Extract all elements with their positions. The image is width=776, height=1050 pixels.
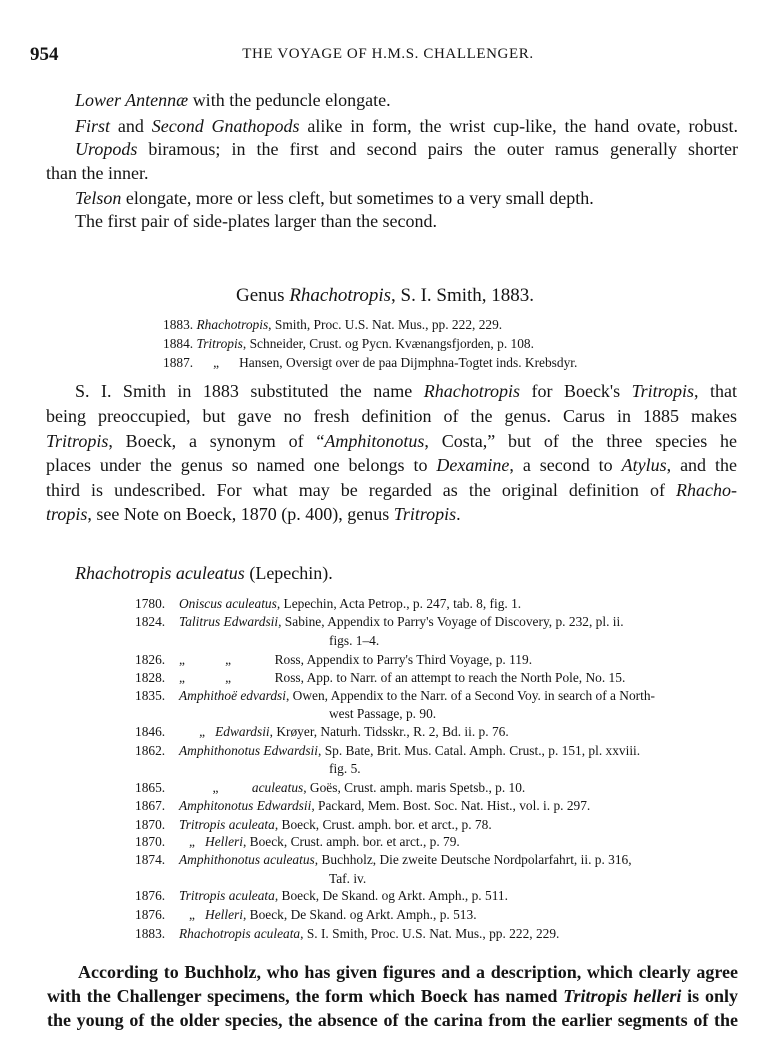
paragraph-line: the young of the older species, the absence of the carina from the earlier segments of the [47, 1010, 738, 1030]
synonymy-entry: 1867. Amphitonotus Edwardsii, Packard, Mem. Bost. Soc. Nat. Hist., vol. i. p. 297. [135, 798, 591, 813]
synonymy-entry: 1846. „ Edwardsii, Krøyer, Naturh. Tidsskr., R. 2, Bd. ii. p. 76. [135, 724, 509, 739]
char-telson: Telson elongate, more or less cleft, but sometimes to a very small depth. [75, 188, 594, 208]
paragraph-line: S. I. Smith in 1883 substituted the name Rhachotropis for Boeck's Tritropis, that [75, 381, 737, 401]
genus-syn-entry: 1884. Tritropis, Schneider, Crust. og Pycn. Kvænangsfjorden, p. 108. [163, 336, 534, 351]
genus-syn-entry: 1887. „ Hansen, Oversigt over de paa Dijmphna-Togtet inds. Krebsdyr. [163, 355, 578, 370]
page-header [30, 44, 746, 68]
synonymy-entry: fig. 5. [329, 761, 361, 776]
genus-heading: Genus Rhachotropis, S. I. Smith, 1883. [236, 285, 535, 306]
species-heading: Rhachotropis aculeatus (Lepechin). [75, 563, 333, 583]
char-side-plates: The first pair of side-plates larger than the second. [75, 211, 438, 231]
char-uropods-cont: than the inner. [46, 163, 149, 183]
synonymy-entry: 1862. Amphithonotus Edwardsii, Sp. Bate, Brit. Mus. Catal. Amph. Crust., p. 151, pl. xxviii. [135, 743, 641, 758]
page-number: 954 [30, 44, 59, 65]
synonymy-entry: 1876. Tritropis aculeata, Boeck, De Skand. og Arkt. Amph., p. 511. [135, 888, 508, 903]
synonymy-entry: 1870. Tritropis aculeata, Boeck, Crust. amph. bor. et arct., p. 78. [135, 817, 492, 832]
synonymy-entry: 1828. „ „ Ross, App. to Narr. of an attempt to reach the North Pole, No. 15. [135, 670, 626, 685]
synonymy-entry: 1824. Talitrus Edwardsii, Sabine, Appendix to Parry's Voyage of Discovery, p. 232, pl. ii. [135, 614, 624, 629]
paragraph-line: places under the genus so named one belongs to Dexamine, a second to Atylus, and the [46, 455, 737, 475]
synonymy-entry: 1874. Amphithonotus aculeatus, Buchholz, Die zweite Deutsche Nordpolarfahrt, ii. p. 316, [135, 852, 632, 867]
synonymy-entry: 1870. „ Helleri, Boeck, Crust. amph. bor. et arct., p. 79. [135, 834, 460, 849]
char-gnathopods: First and Second Gnathopods alike in form, the wrist cup-like, the hand ovate, robust. [75, 116, 738, 136]
paragraph-line: with the Challenger specimens, the form which Boeck has named Tritropis helleri is only [47, 986, 739, 1006]
running-head: THE VOYAGE OF H.M.S. CHALLENGER. [242, 46, 534, 62]
paragraph-line: tropis, see Note on Boeck, 1870 (p. 400), genus Tritropis. [46, 504, 461, 524]
synonymy-entry: west Passage, p. 90. [329, 706, 437, 721]
synonymy-entry: Taf. iv. [329, 871, 367, 886]
synonymy-entry: 1826. „ „ Ross, Appendix to Parry's Third Voyage, p. 119. [135, 652, 533, 667]
char-uropods: Uropods biramous; in the first and second pairs the outer ramus generally shorter [75, 139, 738, 159]
synonymy-entry: 1780. Oniscus aculeatus, Lepechin, Acta Petrop., p. 247, tab. 8, fig. 1. [135, 596, 522, 611]
paragraph-line: Tritropis, Boeck, a synonym of “Amphitonotus, Costa,” but of the three species he [46, 431, 737, 451]
synonymy-entry: 1865. „ aculeatus, Goës, Crust. amph. maris Spetsb., p. 10. [135, 780, 526, 795]
paragraph-line: third is undescribed. For what may be regarded as the original definition of Rhacho- [46, 480, 737, 500]
paragraph-line: According to Buchholz, who has given figures and a description, which clearly agree [78, 962, 738, 982]
synonymy-entry: 1883. Rhachotropis aculeata, S. I. Smith, Proc. U.S. Nat. Mus., pp. 222, 229. [135, 926, 560, 941]
genus-syn-entry: 1883. Rhachotropis, Smith, Proc. U.S. Nat. Mus., pp. 222, 229. [163, 317, 503, 332]
synonymy-entry: figs. 1–4. [329, 633, 380, 648]
paragraph-line: being preoccupied, but gave no fresh definition of the genus. Carus in 1885 makes [46, 406, 737, 426]
synonymy-entry: 1876. „ Helleri, Boeck, De Skand. og Arkt. Amph., p. 513. [135, 907, 477, 922]
char-lower-antennae: Lower Antennæ with the peduncle elongate. [75, 90, 391, 110]
synonymy-entry: 1835. Amphithoë edvardsi, Owen, Appendix to the Narr. of a Second Voy. in search of a North- [135, 688, 656, 703]
